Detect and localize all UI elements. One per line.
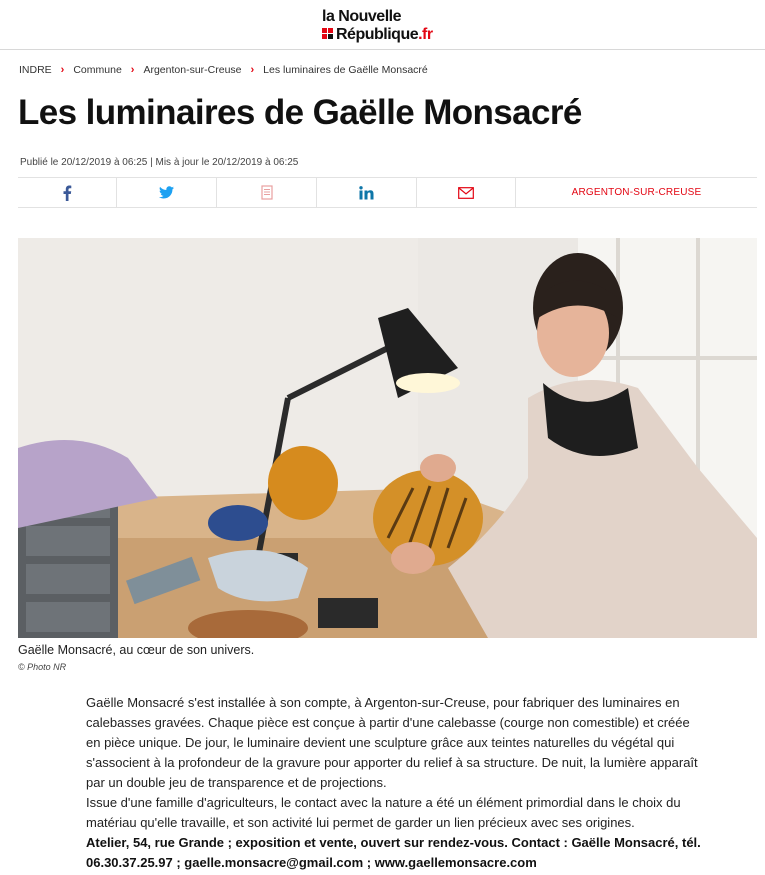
chevron-right-icon: › <box>250 64 255 77</box>
breadcrumb <box>19 64 428 80</box>
site-header <box>0 0 765 50</box>
photo-caption: Gaëlle Monsacré, au cœur de son univers. <box>18 643 255 657</box>
twitter-icon <box>159 186 174 199</box>
article-paragraph: Issue d'une famille d'agriculteurs, le contact avec la nature a été un élément primordial dans le choix du matériau qu'elle travaille, et son activité lui permet de garder un lien précieux avec ses origines. <box>86 795 681 830</box>
workshop-photo <box>18 238 757 638</box>
breadcrumb-item-commune[interactable]: Commune <box>73 64 122 77</box>
breadcrumb-item-current: Les luminaires de Gaëlle Monsacré <box>263 64 428 77</box>
logo-line-1: la Nouvelle <box>322 8 401 25</box>
breadcrumb-item-city[interactable]: Argenton-sur-Creuse <box>143 64 242 77</box>
photo-credit: © Photo NR <box>18 662 67 672</box>
logo-tld: .fr <box>418 26 433 43</box>
logo-mark-icon <box>322 28 333 40</box>
print-button[interactable] <box>217 178 317 207</box>
share-facebook-button[interactable] <box>18 178 117 207</box>
email-icon <box>458 187 474 199</box>
tag-link-argenton[interactable] <box>516 178 757 207</box>
logo-line-2 <box>322 26 433 43</box>
print-icon <box>261 185 273 200</box>
article-photo <box>18 238 757 638</box>
share-twitter-button[interactable] <box>117 178 217 207</box>
share-email-button[interactable] <box>417 178 516 207</box>
linkedin-icon <box>359 186 374 200</box>
facebook-icon <box>62 185 72 201</box>
tag-label: ARGENTON-SUR-CREUSE <box>571 187 702 198</box>
publication-date: Publié le 20/12/2019 à 06:25 | Mis à jour le 20/12/2019 à 06:25 <box>20 157 299 168</box>
contact-info: Atelier, 54, rue Grande ; exposition et vente, ouvert sur rendez-vous. Contact : Gaëlle Monsacré, tél. 06.30.37.25.97 ; gaelle.monsacre@gmail.com ; www.gaellemonsacre.com <box>86 835 701 870</box>
chevron-right-icon: › <box>130 64 135 77</box>
share-bar <box>18 177 757 208</box>
breadcrumb-item-indre[interactable]: INDRE <box>19 64 52 77</box>
share-linkedin-button[interactable] <box>317 178 417 207</box>
chevron-right-icon: › <box>60 64 65 77</box>
article-paragraph: Gaëlle Monsacré s'est installée à son compte, à Argenton-sur-Creuse, pour fabriquer des luminaires en calebasses gravées. Chaque pièce est conçue à partir d'une calebasse (courge non comestible) et créée en pièce unique. De jour, le luminaire devient une sculpture grâce aux teintes naturelles du végétal qui s'associent à la profondeur de la gravure pour apporter du relief à sa structure. De nuit, la lumière apparaît par un double jeu de transparence et de projections. <box>86 695 698 790</box>
site-logo[interactable] <box>322 9 462 45</box>
article-body <box>86 693 706 873</box>
logo-wordmark: République <box>336 26 419 43</box>
page-title: Les luminaires de Gaëlle Monsacré <box>18 93 582 132</box>
